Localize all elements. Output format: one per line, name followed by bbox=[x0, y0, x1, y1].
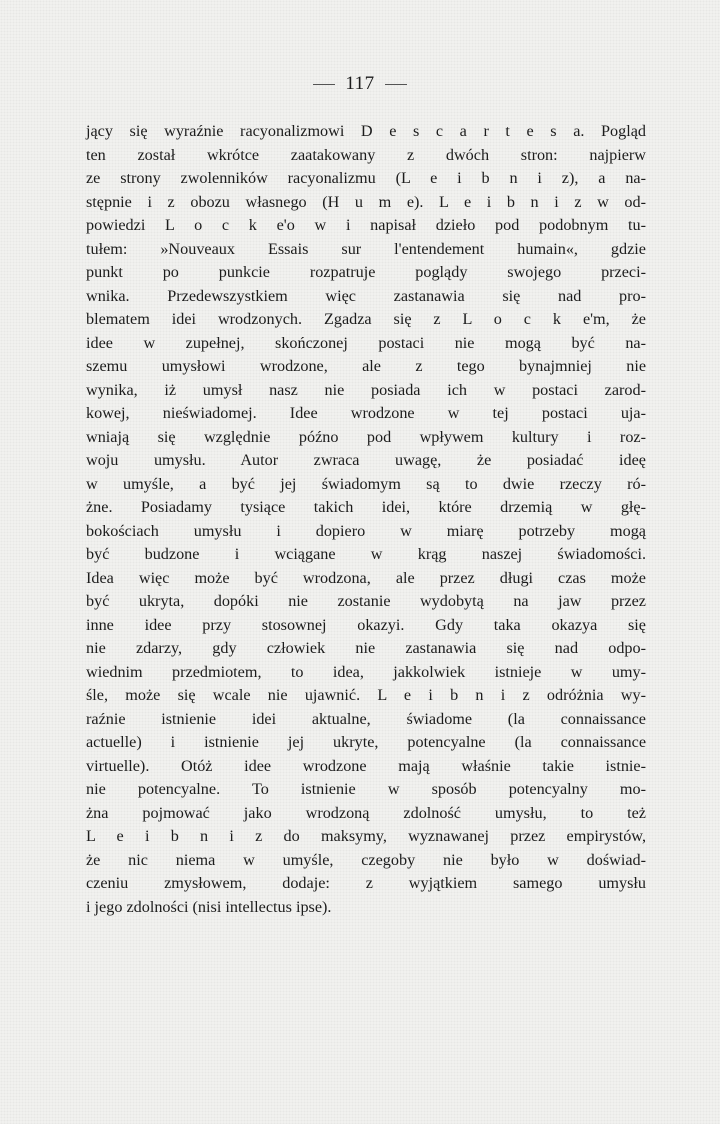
text-line: woju umysłu. Autor zwraca uwagę, że posiadać ideę bbox=[86, 451, 646, 469]
text-line: jący się wyraźnie racyonalizmowi D e s c a r t e s a. Pogląd bbox=[86, 122, 646, 140]
text-line: być ukryta, dopóki nie zostanie wydobytą na jaw przez bbox=[86, 592, 646, 610]
text-line: wniają się względnie późno pod wpływem kultury i roz- bbox=[86, 427, 646, 446]
text-line: i jego zdolności (nisi intellectus ipse). bbox=[86, 897, 332, 916]
text-line: stępnie i z obozu własnego (H u m e). L e i b n i z w od- bbox=[86, 192, 646, 211]
text-line: powiedzi L o c k e'o w i napisał dzieło pod podobnym tu- bbox=[86, 216, 646, 234]
text-line: śle, może się wcale nie ujawnić. L e i b n i z odróżnia wy- bbox=[86, 686, 646, 704]
text-line: bokościach umysłu i dopiero w miarę potrzeby mogą bbox=[86, 521, 646, 540]
text-line: actuelle) i istnienie jej ukryte, potencyalne (la connaissance bbox=[86, 733, 646, 751]
text-line: żne. Posiadamy tysiące takich idei, które drzemią w głę- bbox=[86, 498, 646, 516]
header-left-dash bbox=[313, 84, 335, 85]
text-line: wnika. Przedewszystkiem więc zastanawia się nad pro- bbox=[86, 286, 646, 305]
text-line: kowej, nieświadomej. Idee wrodzone w tej postaci uja- bbox=[86, 404, 646, 422]
text-line: być budzone i wciągane w krąg naszej świadomości. bbox=[86, 545, 646, 563]
text-line: raźnie istnienie idei aktualne, świadome (la connaissance bbox=[86, 709, 646, 728]
text-line: że nic niema w umyśle, czegoby nie było w doświad- bbox=[86, 850, 646, 869]
body-text bbox=[86, 120, 646, 919]
text-line: żna pojmować jako wrodzoną zdolność umysłu, to też bbox=[86, 803, 646, 822]
page-number: 117 bbox=[345, 73, 375, 94]
text-line: wiednim przedmiotem, to idea, jakkolwiek istnieje w umy- bbox=[86, 662, 646, 681]
text-line: w umyśle, a być jej świadomym są to dwie rzeczy ró- bbox=[86, 474, 646, 493]
header-right-dash bbox=[385, 84, 407, 85]
text-line: nie potencyalne. To istnienie w sposób potencyalny mo- bbox=[86, 780, 646, 798]
text-line: szemu umysłowi wrodzone, ale z tego bynajmniej nie bbox=[86, 357, 646, 375]
text-line: wynika, iż umysł nasz nie posiada ich w postaci zarod- bbox=[86, 380, 646, 399]
text-line: inne idee przy stosownej okazyi. Gdy taka okazya się bbox=[86, 615, 646, 634]
text-line: virtuelle). Otóż idee wrodzone mają właśnie takie istnie- bbox=[86, 756, 646, 775]
text-line: tułem: »Nouveaux Essais sur l'entendement humain«, gdzie bbox=[86, 239, 646, 258]
text-line: czeniu zmysłowem, dodaje: z wyjątkiem samego umysłu bbox=[86, 874, 646, 892]
text-line: idee w zupełnej, skończonej postaci nie mogą być na- bbox=[86, 333, 646, 352]
text-line: Idea więc może być wrodzona, ale przez długi czas może bbox=[86, 568, 646, 587]
text-line: ten został wkrótce zaatakowany z dwóch stron: najpierw bbox=[86, 145, 646, 164]
text-line: ze strony zwolenników racyonalizmu (L e i b n i z), a na- bbox=[86, 169, 646, 187]
text-line: blematem idei wrodzonych. Zgadza się z L o c k e'm, że bbox=[86, 310, 646, 328]
text-line: punkt po punkcie rozpatruje poglądy swojego przeci- bbox=[86, 263, 646, 281]
text-line: nie zdarzy, gdy człowiek nie zastanawia się nad odpo- bbox=[86, 639, 646, 657]
page-header bbox=[0, 73, 720, 95]
text-line: L e i b n i z do maksymy, wyznawanej przez empirystów, bbox=[86, 827, 646, 845]
